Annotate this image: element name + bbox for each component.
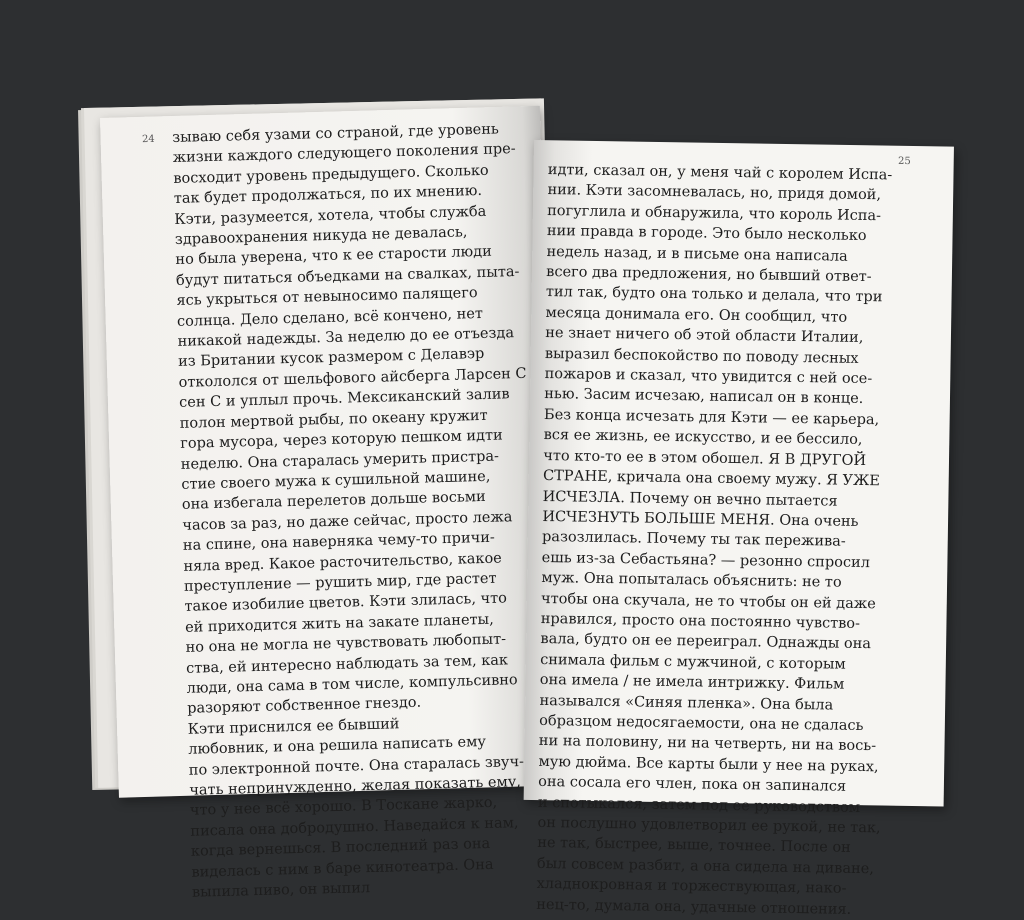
text-line: идти, сказал он, у меня чай с королем Испа- — [547, 161, 893, 184]
text-line: месяца донимала его. Он сообщил, что — [545, 304, 848, 326]
text-line: виделась с ним в баре кинотеатра. Она — [191, 856, 494, 881]
text-line: что кто-то ее в этом обошел. Я В ДРУГОЙ — [543, 447, 867, 469]
text-line: Кэти приснился ее бывший — [187, 716, 400, 738]
left-page-text — [172, 119, 540, 903]
text-line: люди, она сама в том числе, компульсивно — [186, 672, 518, 697]
text-line: жизни каждого следующего поколения пре- — [172, 141, 516, 167]
text-line: из Британии кусок размером с Делавэр — [177, 346, 485, 371]
text-line: выпила пиво, он выпил — [191, 880, 371, 901]
text-line: хладнокровная и торжествующая, нако- — [536, 876, 847, 897]
text-line: нью. Засим исчезаю, написал он в конце. — [544, 386, 864, 408]
text-line: так будет продолжаться, по их мнению. — [173, 183, 483, 208]
text-line: образцом недосягаемости, она не сдалась — [539, 712, 864, 734]
text-line: Кэти, разумеется, хотела, чтобы служба — [174, 203, 487, 228]
text-line: преступление — рушить мир, где растет — [183, 570, 497, 595]
text-line: нец-то, думала она, удачные отношения. — [536, 896, 852, 918]
text-line: зываю себя узами со страной, где уровень — [172, 121, 500, 146]
text-line: разоряют собственное гнездо. — [187, 695, 422, 718]
text-line: неделю. Она старалась умерить пристра- — [180, 448, 500, 473]
text-line: когда вернешься. В последний раз она — [190, 836, 491, 860]
right-page-number: 25 — [897, 155, 911, 168]
text-line: ясь укрыться от невыносимо палящего — [176, 285, 478, 310]
text-line: вся ее жизнь, ее искусство, и ее бессило, — [543, 427, 863, 449]
right-page-text — [536, 160, 892, 920]
text-line: откололся от шельфового айсберга Ларсен С — [178, 365, 527, 391]
text-line: нии правда в городе. Это было несколько — [546, 223, 867, 245]
text-line: ИСЧЕЗЛА. Почему он вечно пытается — [542, 488, 838, 510]
text-line: пожаров и сказал, что увидится с ней осе- — [544, 366, 873, 388]
text-line: выразил беспокойство по поводу лесных — [544, 345, 859, 367]
text-line: снимала фильм с мужчиной, с которым — [540, 651, 846, 673]
text-line: ешь из-за Себастьяна? — резонно спросил — [541, 549, 871, 571]
text-line: ства, ей интересно наблюдать за тем, как — [185, 651, 509, 677]
text-line: стие своего мужа к сушильной машине, — [181, 468, 491, 493]
text-line: няла вред. Какое расточительство, какое — [183, 550, 502, 575]
text-line: не так, быстрее, выше, точнее. После он — [537, 835, 851, 857]
text-line: всего два предложения, но бывший ответ- — [546, 264, 872, 286]
text-line: ни на половину, ни на четверть, ни на вось- — [538, 733, 877, 755]
text-line: не знает ничего об этой области Италии, — [545, 325, 864, 347]
text-line: любовник, и она решила написать ему — [188, 734, 487, 758]
text-line: но была уверена, что к ее старости люди — [175, 244, 493, 269]
text-line: но она не могла не чувствовать любопыт- — [185, 631, 507, 656]
text-line: солнца. Дело сделано, всё кончено, нет — [176, 305, 484, 330]
text-line: она имела / не имела интрижку. Фильм — [539, 672, 845, 693]
left-page-number: 24 — [141, 133, 155, 146]
text-line: часов за раз, но даже сейчас, просто лежа — [182, 508, 513, 534]
text-line: мую дюйма. Все карты были у нее на руках, — [538, 753, 879, 776]
text-line: был совсем разбит, а она сидела на диване, — [536, 855, 875, 878]
text-line: она сосала его член, пока он запинался — [538, 774, 847, 795]
text-line: на спине, она наверняка чему-то причи- — [182, 529, 496, 554]
text-line: полон мертвой рыбы, по океану кружит — [179, 407, 488, 432]
text-line: здравоохранения никуда не девалась, — [174, 224, 468, 248]
text-line: такое изобилие цветов. Кэти злилась, что — [184, 590, 508, 616]
text-line: по электронной почте. Она старалась звуч- — [188, 753, 525, 779]
text-line: недель назад, и в письме она написала — [546, 243, 848, 265]
text-line: тил так, будто она только и делала, что три — [545, 284, 883, 306]
text-line: назывался «Синяя пленка». Она была — [539, 692, 834, 714]
text-line: разозлилась. Почему ты так пережива- — [541, 529, 846, 551]
text-line: она избегала перелетов дольше восьми — [181, 489, 486, 514]
text-line: муж. Она попыталась объяснить: не то — [541, 570, 842, 591]
text-line: будут питаться объедками на свалках, пыта- — [175, 263, 520, 289]
text-line: никакой надежды. За неделю до ее отъезда — [177, 325, 515, 350]
text-line: Без конца исчезать для Кэти — ее карьера, — [543, 406, 880, 429]
text-line: что у нее всё хорошо. В Тоскане жарко, — [189, 795, 498, 820]
text-line: и спотыкался, затем под ее руководством — [537, 794, 861, 816]
text-line: нии. Кэти засомневалась, но, придя домой, — [547, 182, 882, 204]
text-line: погуглила и обнаружила, что король Испа- — [547, 202, 882, 225]
text-line: восходит уровень предыдущего. Сколько — [173, 162, 489, 187]
text-line: нравился, просто она постоянно чувство- — [540, 610, 861, 632]
text-line: чать непринужденно, желая показать ему, — [189, 774, 522, 799]
text-line: писала она добродушно. Наведайся к нам, — [190, 814, 519, 840]
text-line: сен С и уплыл прочь. Мексиканский залив — [178, 386, 510, 412]
text-line: ИСЧЕЗНУТЬ БОЛЬШЕ МЕНЯ. Она очень — [542, 508, 859, 530]
text-line: чтобы она скучала, не то чтобы он ей даже — [540, 590, 876, 612]
text-line: гора мусора, через которую пешком идти — [180, 427, 503, 452]
text-line: вала, будто он ее переиграл. Однажды она — [540, 631, 872, 653]
text-line: он послушно удовлетворил ее рукой, не так, — [537, 814, 881, 837]
text-line: СТРАНЕ, кричала она своему мужу. Я УЖЕ — [542, 468, 881, 490]
text-line: ей приходится жить на закате планеты, — [184, 611, 494, 636]
